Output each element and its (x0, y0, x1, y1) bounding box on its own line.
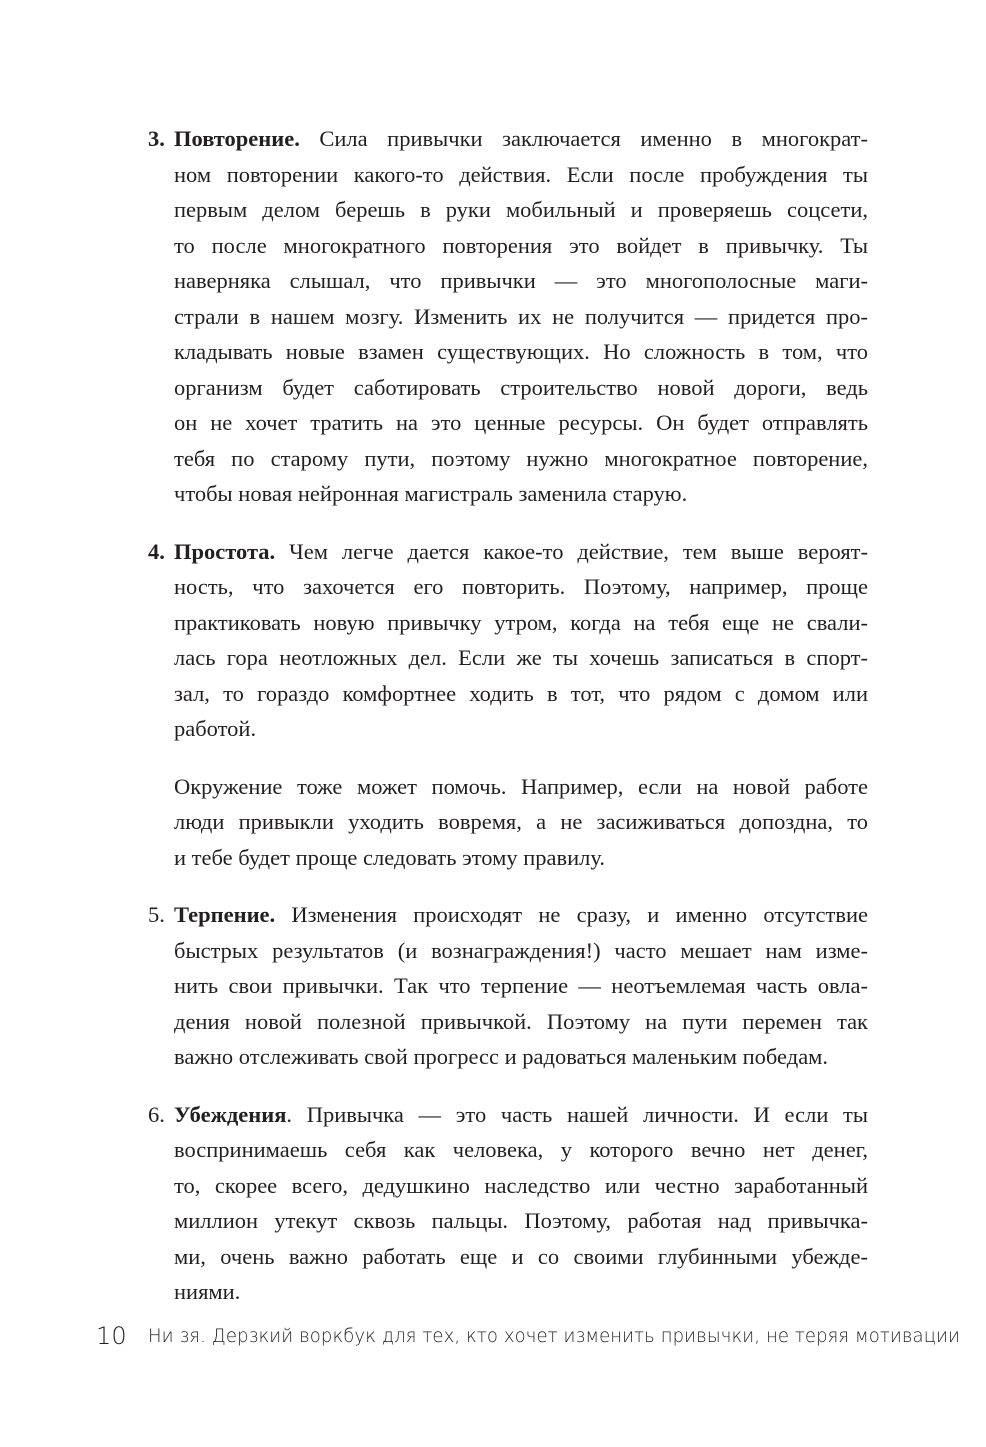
text-line: ниями. (174, 1279, 241, 1304)
list-item-simplicity: 4. Простота. Чем легче дается какое-то действие, тем выше вероят- ность, что захочется его повторить. Поэтому, например, проще практиковать новую привычку утром, когда на тебя еще не свали- лась гора неотложных дел. Если же ты хочешь записаться в спорт- зал, то гораздо комфортнее ходить в тот, что рядом с домом или работой. (148, 534, 868, 747)
page-body (148, 121, 868, 1332)
running-title: Ни зя. Дерзкий воркбук для тех, кто хочет изменить привычки, не теряя мотивации (148, 1325, 961, 1347)
text-line: страли в нашем мозгу. Изменить их не получится — придется про- (174, 303, 868, 329)
item-number: 5. (148, 902, 165, 927)
text-line: лась гора неотложных дел. Если же ты хочешь записаться в спорт- (174, 645, 868, 670)
text-line: люди привыкли уходить вовремя, а не засиживаться допоздна, то (174, 809, 868, 834)
text-line: воспринимаешь себя как человека, у которого вечно нет денег, (174, 1137, 868, 1162)
list-item-beliefs: 6. Убеждения. Привычка — это часть нашей личности. И если ты воспринимаешь себя как человека, у которого вечно нет денег, то, скорее всего, дедушкино наследство или честно заработанный миллион утекут сквозь пальцы. Поэтому, работая над привычка- ми, очень важно работать еще и со своими глубинными убежде- ниями. (148, 1097, 868, 1310)
text-line: дения новой полезной привычкой. Поэтому на пути перемен так (174, 1008, 868, 1034)
text-line: ми, очень важно работать еще и со своими глубинными убежде- (174, 1243, 868, 1269)
item-number: 6. (148, 1101, 165, 1127)
item-number: 3. (148, 126, 165, 151)
item-heading: Терпение. (174, 902, 276, 927)
text-line: быстрых результатов (и вознаграждения!) часто мешает нам изме- (174, 937, 868, 963)
page-number: 10 (96, 1322, 127, 1350)
text-line: миллион утекут сквозь пальцы. Поэтому, работая над привычка- (174, 1208, 868, 1233)
text-line: он не хочет тратить на это ценные ресурсы. Он будет отправлять (174, 410, 868, 435)
item-number: 4. (148, 538, 165, 564)
text-line: Окружение тоже может помочь. Например, если на новой работе (174, 773, 868, 799)
text-line: важно отслеживать свой прогресс и радоваться маленьким победам. (174, 1044, 829, 1069)
text-line: то, скорее всего, дедушкино наследство или честно заработанный (174, 1172, 868, 1198)
text-line: чтобы новая нейронная магистраль заменила старую. (174, 481, 688, 506)
text-line: наверняка слышал, что привычки — это многополосные маги- (174, 268, 868, 293)
text-line: работой. (174, 716, 257, 741)
item-heading: Убеждения (174, 1101, 287, 1127)
text-line: нить свои привычки. Так что терпение — неотъемлемая часть овла- (174, 973, 868, 998)
text-line: практиковать новую привычку утром, когда на тебя еще не свали- (174, 609, 868, 635)
text-line: ность, что захочется его повторить. Поэтому, например, проще (174, 574, 868, 599)
item-heading: Повторение. (174, 126, 300, 151)
text-line: то после многократного повторения это войдет в привычку. Ты (174, 232, 868, 258)
text-line: первым делом берешь в руки мобильный и проверяешь соцсети, (174, 197, 868, 222)
text-line: зал, то гораздо комфортнее ходить в тот, что рядом с домом или (174, 680, 868, 706)
text-line: ном повторении какого-то действия. Если после пробуждения ты (174, 161, 868, 187)
sub-paragraph-environment (148, 769, 868, 876)
list-item-patience: 5. Терпение. Изменения происходят не сразу, и именно отсутствие быстрых результатов (и вознаграждения!) часто мешает нам изме- нить свои привычки. Так что терпение — неотъемлемая часть овла- дения новой полезной привычкой. Поэтому на пути перемен так важно отслеживать свой прогресс и радоваться маленьким победам. (148, 897, 868, 1075)
text-line: и тебе будет проще следовать этому правилу. (174, 844, 606, 870)
list-item-repetition: 3. Повторение. Сила привычки заключается именно в многократ- ном повторении какого-то действия. Если после пробуждения ты первым делом берешь в руки мобильный и проверяешь соцсети, то после многократного повторения это войдет в привычку. Ты наверняка слышал, что привычки — это многополосные маги- страли в нашем мозгу. Изменить их не получится — придется про- кладывать новые взамен существующих. Но сложность в том, что организм будет саботировать строительство новой дороги, ведь он не хочет тратить на это ценные ресурсы. Он будет отправлять тебя по старому пути, поэтому нужно многократное повторение, чтобы новая нейронная магистраль заменила старую. (148, 121, 868, 512)
text-line: тебя по старому пути, поэтому нужно многократное повторение, (174, 445, 868, 471)
text-line: организм будет саботировать строительство новой дороги, ведь (174, 374, 868, 400)
item-heading: Простота. (174, 538, 276, 564)
text-line: кладывать новые взамен существующих. Но сложность в том, что (174, 339, 868, 364)
